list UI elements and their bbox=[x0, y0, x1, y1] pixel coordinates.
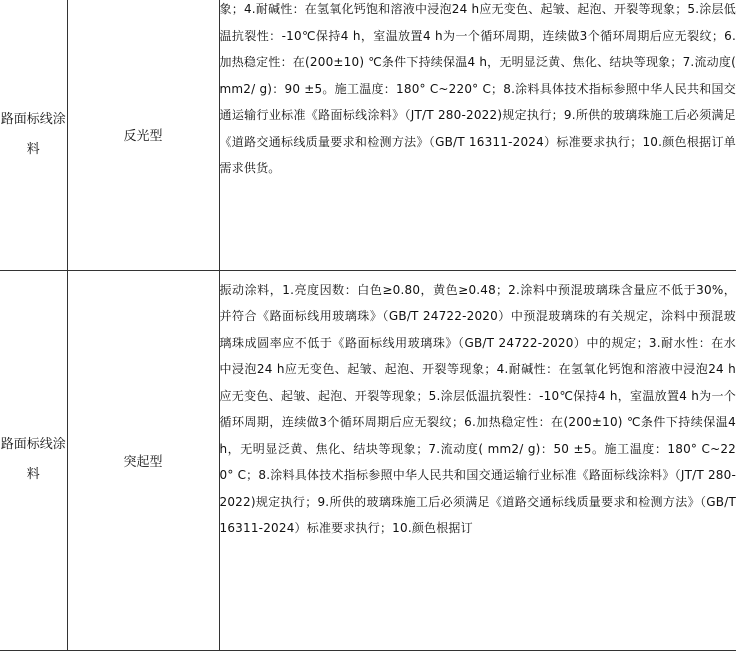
requirements-text: 象；4.耐碱性：在氢氧化钙饱和溶液中浸泡24 h应无变色、起皱、起泡、开裂等现象；5.涂层低温抗裂性：-10℃保持4 h，室温放置4 h为一个循环周期，连续做3个循环周期后应无裂纹；6.加热稳定性：在(200±10) ℃条件下持续保温4 h，无明显泛黄、焦化、结块等现象；7.流动度( mm2/ g)：90 ±5。施工温度：180° C~220° C；8.涂料具体技术指标参照中华人民共和国交通运输行业标准《路面标线涂料》（JT/T 280-2022)规定执行；9.所供的玻璃珠施工后必须满足《道路交通标线质量要求和检测方法》（GB/T 16311-2024）标准要求执行；10.颜色根据订单需求供货。 bbox=[220, 0, 736, 182]
product-type: 反光型 bbox=[123, 129, 162, 144]
table-row bbox=[0, 270, 736, 650]
product-type-cell bbox=[67, 270, 219, 650]
requirements-cell bbox=[219, 0, 736, 270]
requirements-cell bbox=[219, 270, 736, 650]
table-row bbox=[0, 0, 736, 270]
product-type-cell bbox=[67, 0, 219, 270]
product-name: 路面标线涂料 bbox=[1, 437, 66, 482]
product-name: 路面标线涂料 bbox=[1, 112, 66, 157]
requirements-text: 振动涂料，1.亮度因数：白色≥0.80，黄色≥0.48；2.涂料中预混玻璃珠含量应不低于30%，并符合《路面标线用玻璃珠》（GB/T 24722-2020）中预混玻璃珠的有关规定，涂料中预混玻璃珠成圆率应不低于《路面标线用玻璃珠》（GB/T 24722-2020）中的规定；3.耐水性：在水中浸泡24 h应无变色、起皱、起泡、开裂等现象；4.耐碱性：在氢氧化钙饱和溶液中浸泡24 h应无变色、起皱、起泡、开裂等现象；5.涂层低温抗裂性：-10℃保持4 h，室温放置4 h为一个循环周期，连续做3个循环周期后应无裂纹；6.加热稳定性：在(200±10) ℃条件下持续保温4 h，无明显泛黄、焦化、结块等现象；7.流动度( mm2/ g)：50 ±5。施工温度：180° C~220° C；8.涂料具体技术指标参照中华人民共和国交通运输行业标准《路面标线涂料》（JT/T 280-2022)规定执行；9.所供的玻璃珠施工后必须满足《道路交通标线质量要求和检测方法》（GB/T 16311-2024）标准要求执行；10.颜色根据订 bbox=[220, 277, 736, 542]
product-name-cell bbox=[0, 270, 67, 650]
product-name-cell bbox=[0, 0, 67, 270]
product-type: 突起型 bbox=[123, 455, 162, 470]
